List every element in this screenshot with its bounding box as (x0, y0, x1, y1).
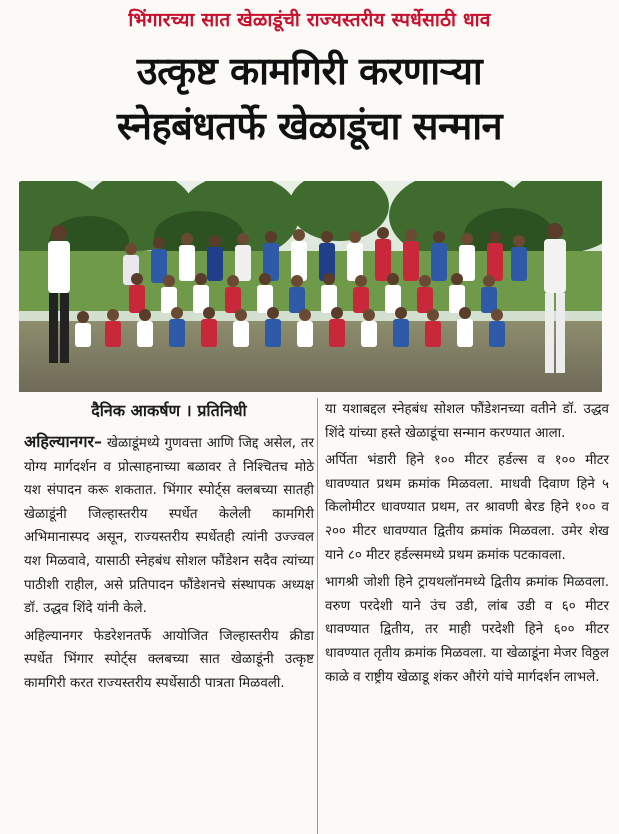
byline: दैनिक आकर्षण । प्रतिनिधी (91, 401, 247, 420)
group-photo-illustration (19, 181, 602, 392)
paragraph-2: अहिल्यानगर फेडरेशनतर्फे आयोजित जिल्हास्तरीय क्रीडा स्पर्धेत भिंगार स्पोर्ट्स क्लबच्या सात खेळाडूंनी उत्कृष्ट कामगिरी करत राज्यस्तरीय स्पर्धेसाठी पात्रता मिळवली. (24, 628, 314, 691)
article-column-left (24, 398, 314, 700)
paragraph-3: या यशाबद्दल स्नेहबंध सोशल फौंडेशनच्या वतीने डॉ. उद्धव शिंदे यांच्या हस्ते खेळाडूंचा सन्मान करण्यात आला. (325, 402, 609, 441)
kicker-headline: भिंगारच्या सात खेळाडूंची राज्यस्तरीय स्पर्धेसाठी धाव (128, 9, 491, 31)
dateline: अहिल्यानगर– (24, 432, 103, 451)
paragraph-1 (24, 430, 314, 621)
headline-line-1: उत्कृष्ट कामगिरी करणाऱ्या (136, 49, 483, 93)
paragraph-5: भागश्री जोशी हिने ट्रायथलॉनमध्ये द्वितीय क्रमांक मिळवला. वरुण परदेशी याने उंच उडी, लांब उडी व ६० मीटर धावण्यात द्वितीय, तर माही परदेशी हिने ६०० मीटर धावण्यात तृतीय क्रमांक मिळवला. या खेळाडूंना मेजर विठ्ठल काळे व राष्ट्रीय खेळाडू शंकर औरंगे यांचे मार्गदर्शन लाभले. (325, 575, 609, 685)
headline-line-2: स्नेहबंधतर्फे खेळाडूंचा सन्मान (116, 104, 503, 148)
paragraph-1-text: खेळाडूंमध्ये गुणवत्ता आणि जिद्द असेल, तर योग्य मार्गदर्शन व प्रोत्साहनाच्या बळावर ते निश्चितच मोठे यश संपादन करू शकतात. भिंगार स्पोर्ट्स क्लबच्या सातही खेळाडूंनी जिल्हास्तरीय स्पर्धेत केलेली कामगिरी अभिमानास्पद असून, राज्यस्तरीय स्पर्धेतही त्यांनी उज्ज्वल यश मिळवावे, यासाठी स्नेहबंध सोशल फौंडेशन सदैव त्यांच्या पाठीशी राहील, असे प्रतिपादन फौंडेशनचे संस्थापक अध्यक्ष डॉ. उद्धव शिंदे यांनी केले. (24, 436, 315, 617)
article-column-right (325, 398, 609, 693)
main-headline (12, 44, 607, 154)
group-photo (19, 181, 602, 392)
column-divider (317, 398, 318, 834)
paragraph-4: अर्पिता भंडारी हिने १०० मीटर हर्डल्स व १०० मीटर धावण्यात प्रथम क्रमांक मिळवला. माधवी दिवाण हिने ५ किलोमीटर धावण्यात प्रथम, तर श्रावणी बेरड हिने १०० व २०० मीटर धावण्यात द्वितीय क्रमांक मिळवला. उमेर शेख याने ८० मीटर हर्डल्समध्ये प्रथम क्रमांक पटकावला. (325, 453, 609, 563)
